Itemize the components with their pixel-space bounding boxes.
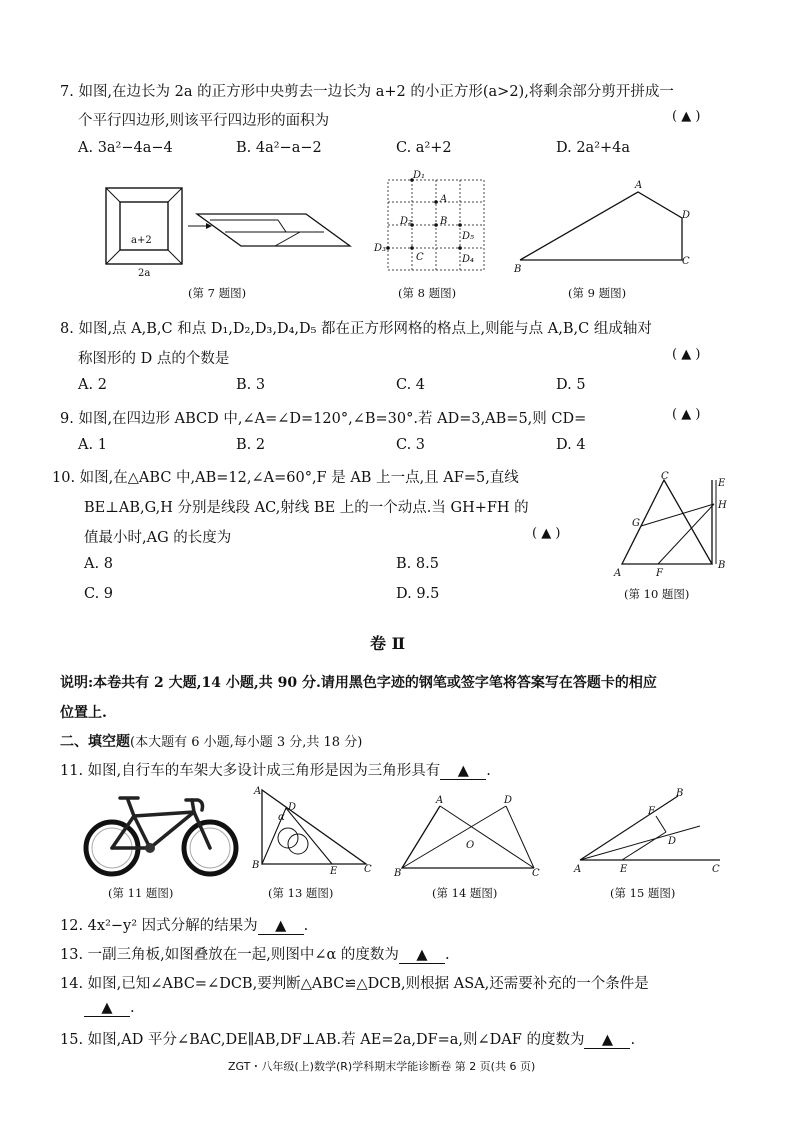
fig7-inner-label: a+2 [131,235,152,246]
caption-fig7: (第 7 题图) [188,286,247,300]
q12-text: 12. 4x²−y² 因式分解的结果为 [60,918,258,934]
fig8-label-b: B [440,216,448,227]
q9-answer-mark: ( ▲ ) [672,407,701,422]
q10-option-a: A. 8 [84,556,113,572]
part2-detail: (本大题有 6 小题,每小题 3 分,共 18 分) [130,735,363,750]
fig7-outer-label: 2a [138,268,151,279]
q15-text: 15. 如图,AD 平分∠BAC,DE∥AB,DF⊥AB.若 AE=2a,DF=a,则∠DAF 的度数为 [60,1032,585,1048]
q8-option-c: C. 4 [396,377,426,393]
q11 [60,759,491,780]
q7-option-b: B. 4a²−a−2 [236,140,322,156]
figure-13 [248,786,378,876]
fig10-label-a: A [614,568,622,579]
fig13-label-c: C [364,864,372,875]
fig10-label-h: H [718,500,727,511]
q9-option-c: C. 3 [396,437,426,453]
caption-fig10: (第 10 题图) [624,587,690,601]
figure-14 [392,794,552,880]
figure-8 [374,170,490,277]
fig14-label-c: C [532,868,540,879]
fig14-label-o: O [466,840,475,851]
fig8-label-d1: D₁ [413,170,426,181]
fig15-label-c: C [712,864,720,875]
fig15-label-a: A [574,864,582,875]
q10-answer-mark: ( ▲ ) [532,526,561,541]
fig13-label-e: E [330,866,338,877]
caption-fig8: (第 8 题图) [398,286,457,300]
caption-fig14: (第 14 题图) [432,886,498,900]
section-note-line2: 位置上. [60,705,107,721]
section-note-line1: 说明:本卷共有 2 大题,14 小题,共 90 分.请用黑色字迹的钢笔或签字笔将答案写在答题卡的相应 [60,675,657,691]
q11-text: 11. 如图,自行车的车架大多设计成三角形是因为三角形具有 [60,763,441,779]
q8-line1: 8. 如图,点 A,B,C 和点 D₁,D₂,D₃,D₄,D₅ 都在正方形网格的格点上,则能与点 A,B,C 组成轴对 [60,321,652,337]
q14-blank[interactable]: ▲ [84,1000,130,1017]
q8-option-a: A. 2 [78,377,107,393]
fig8-label-d2: D₂ [400,216,413,227]
q15-end: . [630,1032,636,1048]
fig9-label-a: A [635,180,643,191]
figure-7 [100,180,360,280]
q7-line2: 个平行四边形,则该平行四边形的面积为 [78,113,330,129]
caption-fig15: (第 15 题图) [610,886,676,900]
q7-option-d: D. 2a²+4a [556,140,631,156]
fig9-label-d: D [682,210,691,221]
caption-fig13: (第 13 题图) [268,886,334,900]
fig15-label-e: E [620,864,628,875]
q10-option-b: B. 8.5 [396,556,439,572]
fig8-label-d4: D₄ [462,254,475,265]
q8-option-b: B. 3 [236,377,266,393]
q13 [60,943,450,964]
q7-option-c: C. a²+2 [396,140,452,156]
q10-line1: 10. 如图,在△ABC 中,AB=12,∠A=60°,F 是 AB 上一点,且 AF=5,直线 [52,470,519,486]
fig10-label-c: C [661,471,669,482]
fig14-label-b: B [394,868,402,879]
q15-blank[interactable]: ▲ [584,1032,630,1049]
q10-line3: 值最小时,AG 的长度为 [84,530,232,546]
q12-blank[interactable]: ▲ [258,918,304,935]
q9-line1: 9. 如图,在四边形 ABCD 中,∠A=∠D=120°,∠B=30°.若 AD=3,AB=5,则 CD= [60,411,587,427]
section-title: 卷 Ⅱ [370,634,406,653]
q13-text: 13. 一副三角板,如图叠放在一起,则图中∠α 的度数为 [60,947,399,963]
fig10-label-f: F [656,568,663,579]
fig9-label-c: C [682,256,690,267]
fig13-label-d: D [288,802,297,813]
page-footer: ZGT・八年级(上)数学(R)学科期末学能诊断卷 第 2 页(共 6 页) [228,1060,536,1073]
q14-line2 [84,1000,135,1017]
q9-option-a: A. 1 [78,437,107,453]
fig10-label-g: G [632,518,640,529]
q11-end: . [486,763,491,779]
q10-option-c: C. 9 [84,586,114,602]
part2-title: 二、填空题 [60,734,130,750]
fig8-label-d3: D₃ [374,243,387,254]
q10-line2: BE⊥AB,G,H 分别是线段 AC,射线 BE 上的一个动点.当 GH+FH 的 [84,500,529,516]
q12 [60,914,308,935]
q7-answer-mark: ( ▲ ) [672,109,701,124]
figure-11-bicycle [82,790,242,880]
q14-line1: 14. 如图,已知∠ABC=∠DCB,要判断△ABC≌△DCB,则根据 ASA,还需要补充的一个条件是 [60,976,649,992]
fig14-label-d: D [504,795,513,806]
q15 [60,1028,635,1049]
q8-line2: 称图形的 D 点的个数是 [78,351,230,367]
figure-9 [510,178,700,278]
figure-15 [572,786,732,875]
fig10-label-e: E [718,478,726,489]
fig13-label-alpha: α [278,812,285,823]
q12-end: . [303,918,309,934]
fig14-label-a: A [436,795,444,806]
q11-blank[interactable]: ▲ [440,763,486,780]
q7-line1: 7. 如图,在边长为 2a 的正方形中央剪去一边长为 a+2 的小正方形(a>2),将剩余部分剪开拼成一 [60,84,674,100]
q13-end: . [444,947,450,963]
fig8-label-a: A [440,194,448,205]
fig9-label-b: B [514,264,522,275]
caption-fig9: (第 9 题图) [568,286,627,300]
q10-option-d: D. 9.5 [396,586,440,602]
part2-heading [60,731,362,751]
fig10-label-b: B [718,560,726,571]
q8-option-d: D. 5 [556,377,586,393]
fig13-label-b: B [252,860,260,871]
q9-option-b: B. 2 [236,437,266,453]
figure-10 [610,470,740,580]
caption-fig11: (第 11 题图) [108,886,174,900]
fig8-label-c: C [416,252,424,263]
fig8-label-d5: D₅ [462,231,475,242]
q14-end: . [130,1000,135,1016]
q13-blank[interactable]: ▲ [399,947,445,964]
fig13-label-a: A [254,786,262,797]
fig15-label-d: D [668,836,677,847]
fig15-label-f: F [648,806,655,817]
fig15-label-b: B [676,788,684,799]
q7-option-a: A. 3a²−4a−4 [78,140,173,156]
q8-answer-mark: ( ▲ ) [672,347,701,362]
q9-option-d: D. 4 [556,437,586,453]
